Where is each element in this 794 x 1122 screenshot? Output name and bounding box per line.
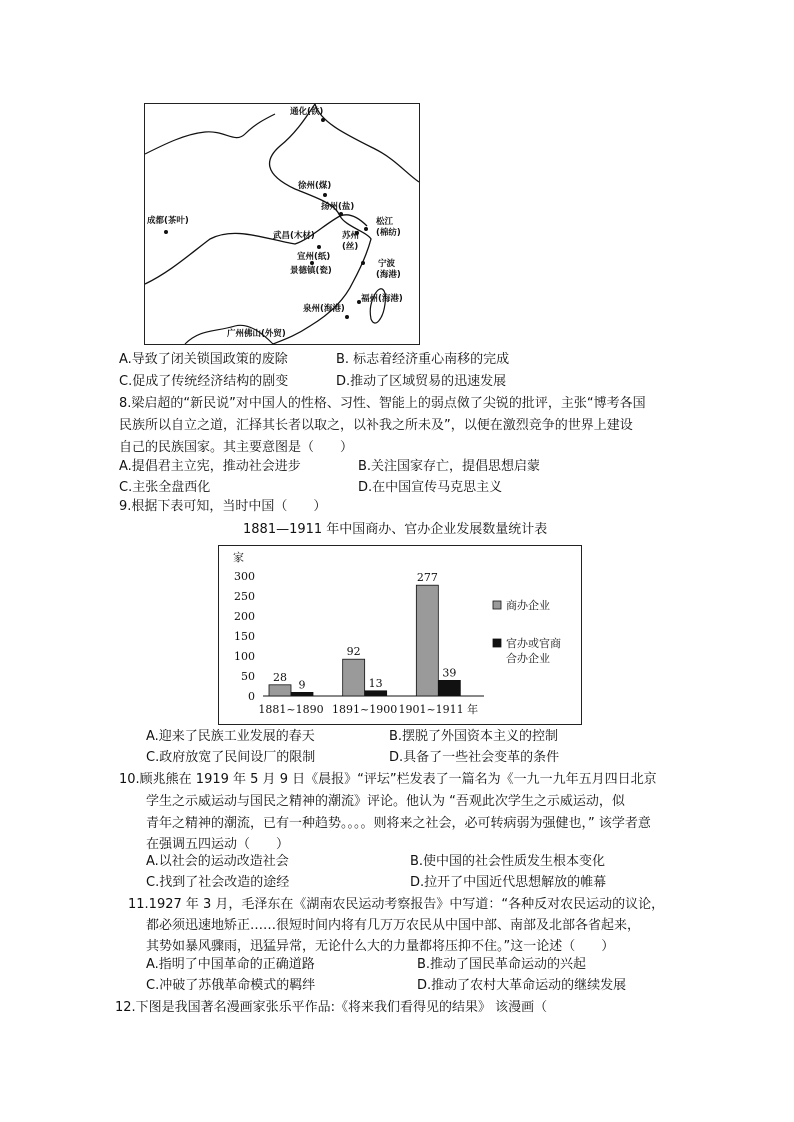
map-label-suzhou-note: (丝)	[342, 242, 359, 252]
legend-label: 合办企业	[506, 652, 550, 665]
bar-value-label: 92	[346, 645, 361, 659]
q8-stem-line-3: 自己的民族国家。其主要意图是（ ）	[119, 440, 354, 455]
bar-official	[365, 691, 387, 696]
map-dot	[339, 212, 343, 216]
chart-title: 1881—1911 年中国商办、官办企业发展数量统计表	[243, 522, 548, 537]
q10-option-b: B.使中国的社会性质发生根本变化	[410, 854, 606, 869]
bar-private	[416, 585, 438, 696]
map-dot	[323, 193, 327, 197]
map-label-xuanzhou: 宣州(纸)	[297, 252, 331, 262]
q7-option-d: D.推动了区域贸易的迅速发展	[336, 374, 507, 389]
q11-option-c: C.冲破了苏俄革命模式的羁绊	[146, 978, 316, 993]
map-dot	[345, 315, 349, 319]
q8-stem-line-1: 8.梁启超的“新民说”对中国人的性格、习性、智能上的弱点傚了尖锐的批评，主张“博考各国	[119, 396, 646, 411]
map-label-ningbo: 宁波	[378, 259, 396, 269]
map-dot	[364, 227, 368, 231]
map-label-jingdezhen: 景德镇(瓷)	[290, 266, 332, 276]
q7-option-c: C.促成了传统经济结构的剧变	[119, 374, 289, 389]
map-label-songjiang: 松江	[376, 217, 394, 227]
map-label-guangzhou: 广州佛山(外贸)	[227, 329, 286, 339]
map-label-xuzhou: 徐州(煤)	[298, 181, 332, 191]
y-tick-label: 0	[248, 690, 255, 703]
q9-option-a: A.迎来了民族工业发展的春天	[146, 729, 315, 744]
q11-option-b: B.推动了国民革命运动的兴起	[417, 957, 587, 972]
q7-option-b: B. 标志着经济重心南移的完成	[336, 352, 510, 367]
map-label-ningbo-note: (海港)	[376, 270, 401, 280]
q11-option-a: A.指明了中国革命的正确道路	[146, 957, 315, 972]
q8-option-d: D.在中国宣传马克思主义	[358, 480, 503, 495]
q10-option-a: A.以社会的运动改造社会	[146, 854, 289, 869]
q10-stem-line-1: 10.顾兆熊在 1919 年 5 月 9 日《晨报》“评坛”栏发表了一篇名为《一九一九年五月四日北京	[119, 772, 657, 787]
x-tick-label: 1901~1911 年	[398, 703, 479, 716]
map-label-chengdu: 成都(茶叶)	[147, 216, 189, 226]
bar-chart-svg	[219, 546, 581, 724]
map-label-songjiang-note: (棉纺)	[376, 228, 401, 238]
q9-stem: 9.根据下表可知，当时中国（ ）	[119, 499, 327, 514]
y-axis-label: 家	[233, 551, 244, 564]
map-label-quanzhou: 泉州(海港)	[303, 304, 345, 314]
q7-option-a: A.导致了闭关锁国政策的废除	[119, 352, 288, 367]
q10-stem-line-3: 青年之精神的潮流，已有一种趋势。。。。则将来之社会，必可转病弱为强健也，” 该学者意	[146, 816, 651, 831]
q9-option-c: C.政府放宽了民间设厂的限制	[146, 750, 316, 765]
legend-label: 商办企业	[506, 599, 550, 612]
y-tick-label: 200	[234, 610, 255, 623]
q10-stem-line-2: 学生之示威运动与国民之精神的潮流》评论。他认为 “吾观此次学生之示威运动，似	[146, 794, 625, 809]
q11-stem-line-1: 11.1927 年 3 月，毛泽东在《湖南农民运动考察报告》中写道：“各种反对农民运动的议论，	[128, 897, 665, 912]
q11-option-d: D.推动了农村大革命运动的继续发展	[417, 978, 627, 993]
map-label-wuchang: 武昌(木材)	[273, 231, 315, 241]
legend-swatch	[493, 601, 501, 609]
bar-official	[438, 680, 460, 696]
y-tick-label: 250	[234, 590, 255, 603]
q8-option-c: C.主张全盘西化	[119, 480, 211, 495]
map-dot	[164, 230, 168, 234]
q10-option-c: C.找到了社会改造的途经	[146, 875, 290, 890]
bar-value-label: 28	[273, 670, 287, 684]
bar-official	[291, 692, 313, 696]
q8-stem-line-2: 民族所以自立之道，汇择其长者以取之，以补我之所未及”，以便在激烈竞争的世界上建设	[119, 418, 633, 433]
map-label-suzhou: 苏州	[342, 231, 360, 241]
bar-value-label: 39	[442, 666, 457, 680]
q9-option-b: B.摆脱了外国资本主义的控制	[389, 729, 559, 744]
y-tick-label: 50	[241, 670, 255, 683]
bar-chart	[218, 545, 582, 725]
legend-label: 官办或官商	[506, 637, 561, 650]
q10-stem-line-4: 在强调五四运动（ ）	[146, 837, 290, 852]
map-dot	[317, 245, 321, 249]
legend-swatch	[493, 639, 501, 647]
q11-stem-line-2: 都必须迅速地矫正……很短时间内将有几万万农民从中国中部、南部及北部各省起来，	[146, 918, 641, 933]
map-figure	[144, 103, 420, 345]
q10-option-d: D.拉开了中国近代思想解放的帷幕	[410, 875, 607, 890]
y-tick-label: 100	[234, 650, 255, 663]
y-tick-label: 150	[234, 630, 255, 643]
q12-stem: 12.下图是我国著名漫画家张乐平作品:《将来我们看得见的结果》 该漫画（	[115, 1000, 548, 1015]
map-label-yangzhou: 扬州(盐)	[321, 202, 355, 212]
q8-option-a: A.提倡君主立宪，推动社会进步	[119, 459, 301, 474]
map-dot	[321, 118, 325, 122]
x-tick-label: 1881~1890	[258, 703, 324, 716]
bar-value-label: 9	[298, 678, 306, 692]
map-dot	[361, 261, 365, 265]
y-tick-label: 300	[234, 570, 255, 583]
q8-option-b: B.关注国家存亡，提倡思想启蒙	[358, 459, 541, 474]
bar-value-label: 13	[368, 676, 383, 690]
map-label-tonghua: 通化(铁)	[290, 107, 324, 117]
bar-value-label: 277	[416, 571, 438, 585]
q11-stem-line-3: 其势如暴风骤雨，迅猛异常，无论什么大的力量都将压抑不住。”这一论述（ ）	[146, 939, 615, 954]
q9-option-d: D.具备了一些社会变革的条件	[389, 750, 560, 765]
bar-private	[269, 685, 291, 696]
map-label-fuzhou: 福州(海港)	[361, 294, 403, 304]
bar-private	[343, 659, 365, 696]
x-tick-label: 1891~1900	[332, 703, 398, 716]
